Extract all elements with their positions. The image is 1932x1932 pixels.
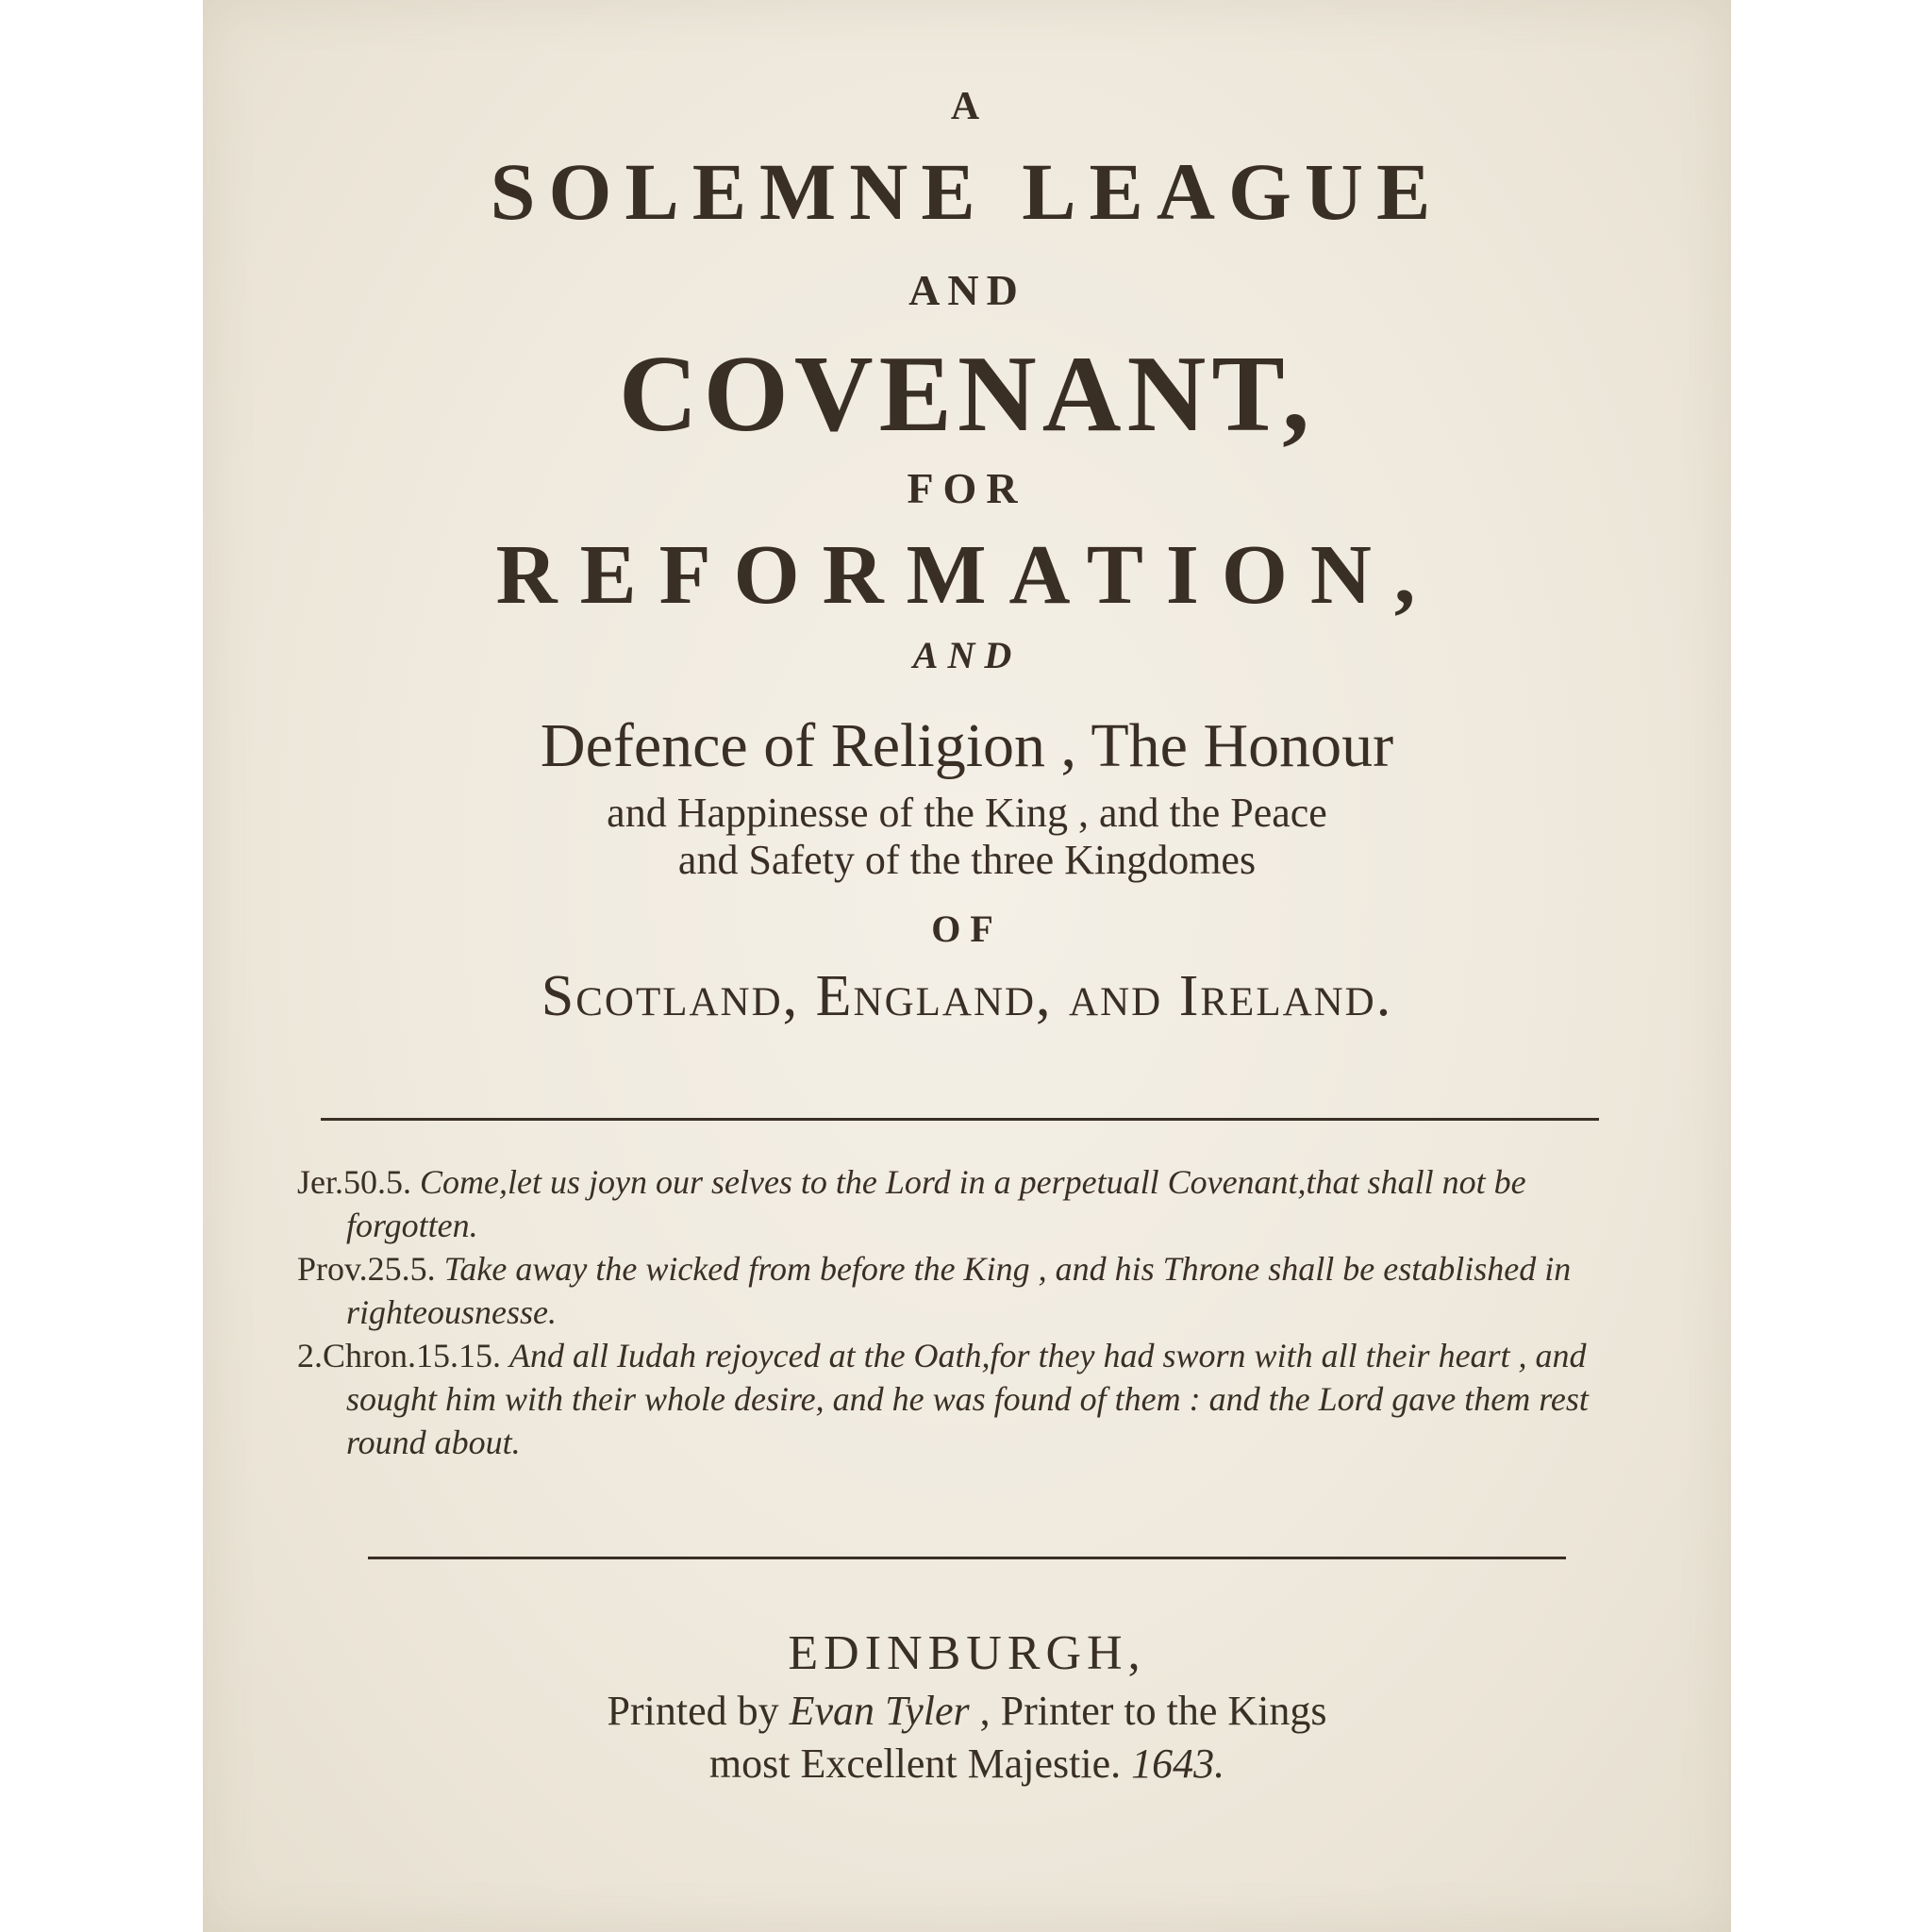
epigraph-text: Come,let us joyn our selves to the Lord in a perpetuall Covenant,that shall not be forgotten. xyxy=(346,1163,1526,1244)
title-kingdoms-line: Scotland, England, and Ireland. xyxy=(541,964,1393,1028)
epigraph-proverbs xyxy=(297,1247,1618,1334)
title-reformation: REFORMATION, xyxy=(495,528,1439,622)
imprint-majestie-line xyxy=(203,1740,1731,1787)
epigraph-ref: 2.Chron.15.15. xyxy=(297,1337,501,1374)
title-line-a: A xyxy=(950,85,984,128)
epigraph-text: Take away the wicked from before the King , and his Throne shall be established in righteousnesse. xyxy=(346,1250,1572,1331)
imprint-printed-by: Printed by xyxy=(607,1688,779,1734)
title-of: OF xyxy=(931,908,1003,950)
imprint-majestie: most Excellent Majestie. xyxy=(708,1740,1122,1787)
epigraph-jeremiah xyxy=(297,1160,1618,1247)
title-safety-line: and Safety of the three Kingdomes xyxy=(677,837,1257,883)
title-for: FOR xyxy=(907,464,1027,512)
title-solemne-league: SOLEMNE LEAGUE xyxy=(490,146,1444,237)
title-and-1: AND xyxy=(908,266,1025,314)
imprint-printer-line xyxy=(203,1690,1731,1732)
title-covenant: COVENANT, xyxy=(618,334,1316,455)
imprint-printer-name: Evan Tyler xyxy=(789,1688,970,1734)
title-defence-line: Defence of Religion , The Honour xyxy=(540,711,1394,780)
epigraph-text: And all Iudah rejoyced at the Oath,for they had sworn with all their heart , and sought him with their whole desire, and he was found of them : and the Lord gave them rest round about. xyxy=(346,1337,1589,1461)
epigraph-ref: Jer.50.5. xyxy=(297,1163,411,1201)
divider-rule-top xyxy=(321,1118,1599,1121)
imprint-city: EDINBURGH, xyxy=(788,1626,1146,1680)
title-page xyxy=(203,0,1731,1932)
epigraph-ref: Prov.25.5. xyxy=(297,1250,436,1288)
imprint-year: 1643. xyxy=(1131,1740,1225,1787)
divider-rule-bottom xyxy=(368,1557,1566,1559)
title-happinesse-line: and Happinesse of the King , and the Peace xyxy=(607,790,1327,836)
title-and-2: AND xyxy=(912,634,1022,676)
epigraph-chronicles xyxy=(297,1334,1618,1464)
epigraphs xyxy=(297,1160,1618,1464)
imprint-printer-title: , Printer to the Kings xyxy=(979,1688,1327,1734)
